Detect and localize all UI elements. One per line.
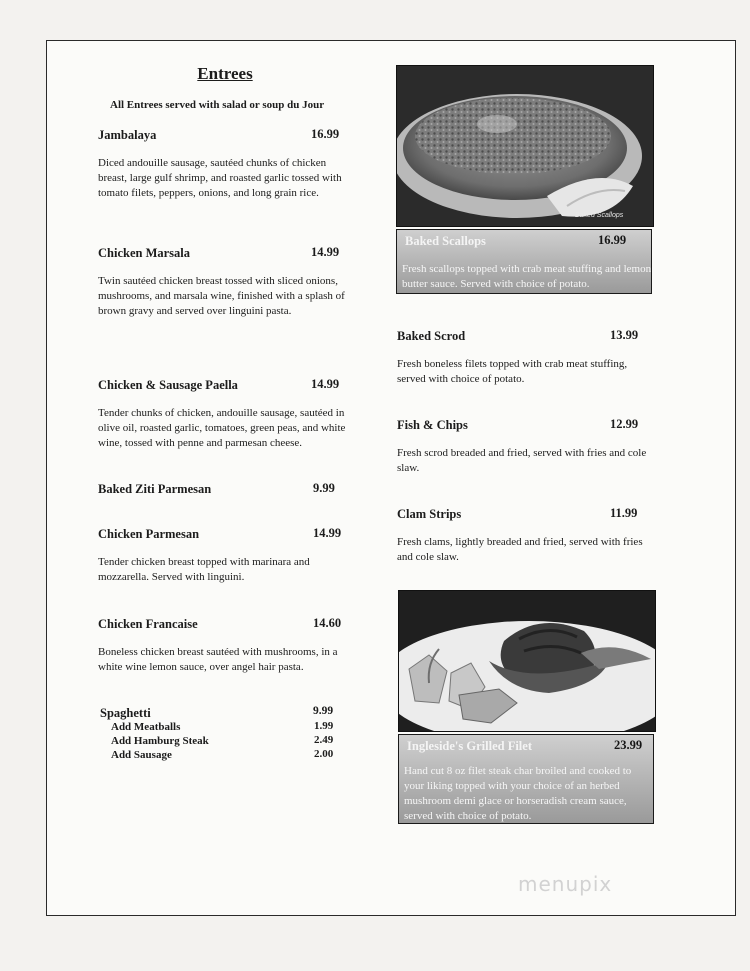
item-name-chicken-parmesan: Chicken Parmesan bbox=[98, 527, 200, 541]
item-name-baked-ziti-parmesan: Baked Ziti Parmesan bbox=[98, 482, 212, 496]
featured-panel-grilled-filet bbox=[398, 734, 654, 824]
addon-price: 1.99 bbox=[314, 720, 334, 732]
item-price-chicken-parmesan: 14.99 bbox=[313, 526, 342, 540]
item-price-jambalaya: 16.99 bbox=[311, 127, 340, 141]
item-desc-grilled-filet: Hand cut 8 oz filet steak char broiled and cooked to your liking topped with your choice of an herbed mushroom demi glace or horseradish cream sauce, served with choice of potato. bbox=[404, 765, 632, 822]
addon-name: Add Meatballs bbox=[111, 721, 181, 733]
item-desc-fish-chips: Fresh scrod breaded and fried, served with fries and cole slaw. bbox=[397, 447, 647, 474]
baked-scallops-illustration bbox=[397, 66, 653, 226]
addon-price: 2.00 bbox=[314, 748, 334, 760]
item-desc-chicken-marsala: Twin sautéed chicken breast tossed with sliced onions, mushrooms, and marsala wine, finished with a splash of brown gravy and served over linguini pasta. bbox=[98, 275, 345, 317]
item-desc-baked-scallops: Fresh scallops topped with crab meat stuffing and lemon butter sauce. Served with choice of potato. bbox=[402, 263, 652, 290]
item-name-chicken-francaise: Chicken Francaise bbox=[98, 617, 198, 631]
item-price-grilled-filet: 23.99 bbox=[614, 738, 643, 752]
photo-caption: Baked Scallops bbox=[575, 212, 624, 219]
item-name-fish-chips: Fish & Chips bbox=[397, 418, 468, 432]
item-name-grilled-filet: Ingleside's Grilled Filet bbox=[407, 739, 532, 753]
baked-scallops-photo bbox=[396, 65, 654, 227]
item-name-chicken-sausage-paella: Chicken & Sausage Paella bbox=[98, 378, 238, 392]
item-name-spaghetti: Spaghetti bbox=[100, 706, 151, 720]
item-desc-jambalaya: Diced andouille sausage, sautéed chunks of chicken breast, large gulf shrimp, and roasted garlic tossed with tomato filets, peppers, onions, and long grain rice. bbox=[98, 157, 342, 199]
item-desc-chicken-francaise: Boneless chicken breast sautéed with mushrooms, in a white wine lemon sauce, over angel hair pasta. bbox=[98, 646, 338, 673]
menupix-watermark: menupix bbox=[518, 872, 613, 896]
item-price-spaghetti: 9.99 bbox=[313, 705, 334, 717]
featured-panel-baked-scallops bbox=[396, 229, 652, 294]
page-subtitle: All Entrees served with salad or soup du Jour bbox=[110, 99, 325, 111]
item-desc-chicken-sausage-paella: Tender chunks of chicken, andouille sausage, sautéed in olive oil, roasted garlic, tomatoes, green peas, and white wine, tossed with penne and parmesan cheese. bbox=[98, 407, 346, 449]
item-desc-baked-scrod: Fresh boneless filets topped with crab meat stuffing, served with choice of potato. bbox=[397, 358, 628, 385]
item-name-chicken-marsala: Chicken Marsala bbox=[98, 246, 191, 260]
item-price-chicken-sausage-paella: 14.99 bbox=[311, 377, 340, 391]
item-desc-clam-strips: Fresh clams, lightly breaded and fried, served with fries and cole slaw. bbox=[397, 536, 643, 563]
item-price-fish-chips: 12.99 bbox=[610, 417, 639, 431]
addon-price: 2.49 bbox=[314, 734, 334, 746]
item-price-baked-scallops: 16.99 bbox=[598, 233, 627, 247]
item-price-chicken-francaise: 14.60 bbox=[313, 616, 342, 630]
page-title: Entrees bbox=[197, 64, 253, 83]
item-name-baked-scrod: Baked Scrod bbox=[397, 329, 466, 343]
grilled-filet-photo bbox=[398, 590, 656, 732]
item-desc-chicken-parmesan: Tender chicken breast topped with marinara and mozzarella. Served with linguini. bbox=[98, 556, 310, 583]
item-price-clam-strips: 11.99 bbox=[610, 506, 638, 520]
item-name-clam-strips: Clam Strips bbox=[397, 507, 462, 521]
item-price-baked-scrod: 13.99 bbox=[610, 328, 639, 342]
grilled-filet-illustration bbox=[399, 591, 655, 731]
item-name-jambalaya: Jambalaya bbox=[98, 128, 157, 142]
addon-name: Add Hamburg Steak bbox=[111, 735, 209, 747]
addon-name: Add Sausage bbox=[111, 749, 172, 761]
item-price-baked-ziti-parmesan: 9.99 bbox=[313, 481, 335, 495]
item-name-baked-scallops: Baked Scallops bbox=[405, 234, 486, 248]
item-price-chicken-marsala: 14.99 bbox=[311, 245, 340, 259]
